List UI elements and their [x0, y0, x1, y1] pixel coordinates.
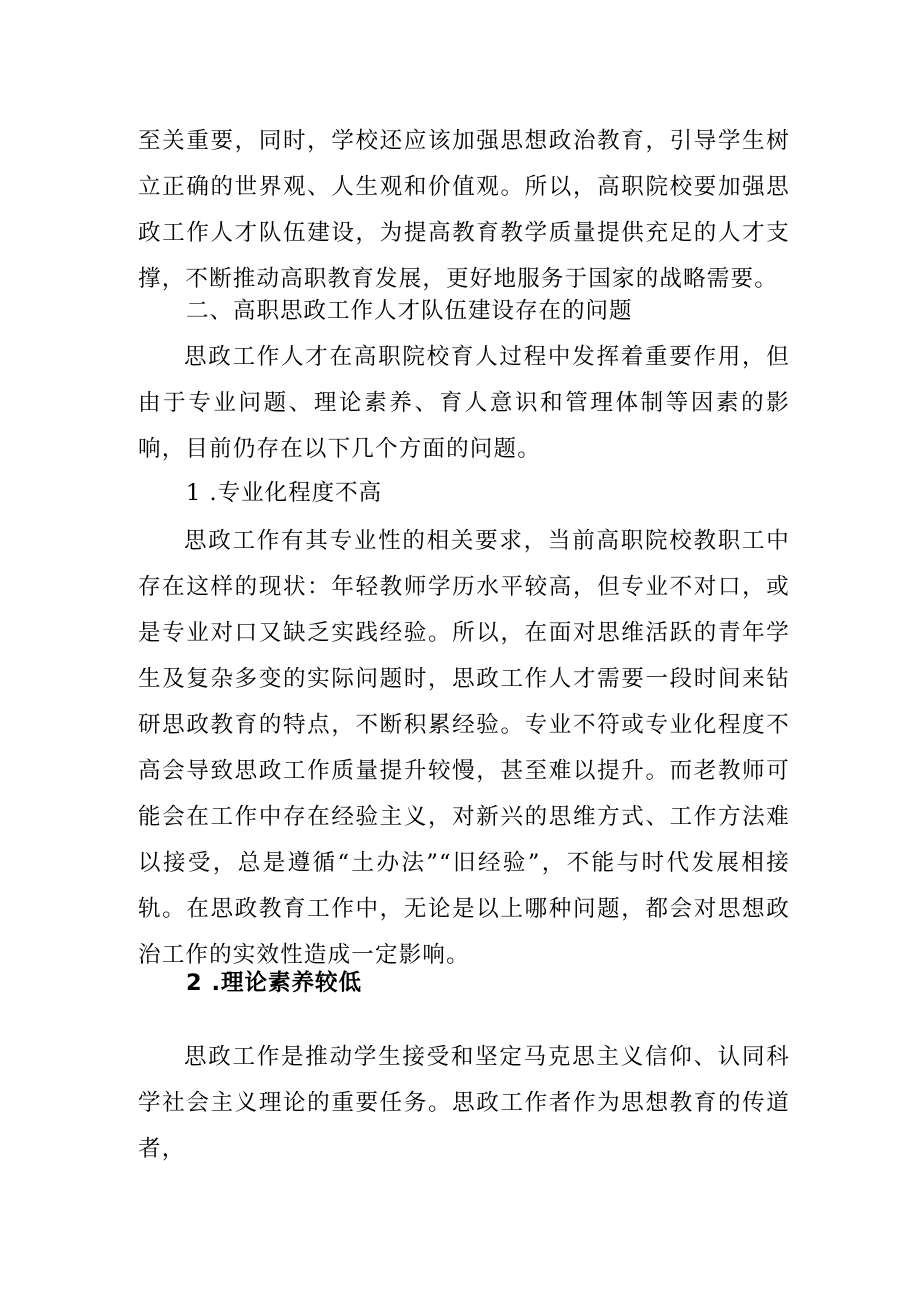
paragraph-section-intro: 思政工作人才在高职院校育人过程中发挥着重要作用，但由于专业问题、理论素养、育人意识和管理体制等因素的影响，目前仍存在以下几个方面的问题。: [138, 344, 790, 462]
section-heading: 二、高职思政工作人才队伍建设存在的问题: [186, 298, 633, 324]
paragraph-continuation: 至关重要，同时，学校还应该加强思想政治教育，引导学生树立正确的世界观、人生观和价值观。所以，高职院校要加强思政工作人才队伍建设，为提高教育教学质量提供充足的人才支撑，不断推动高职教育发展，更好地服务于国家的战略需要。: [138, 128, 790, 292]
paragraph-theory: 思政工作是推动学生接受和坚定马克思主义信仰、认同科学社会主义理论的重要任务。思政工作者作为思想教育的传道者，: [138, 1044, 790, 1162]
subheading-professionalization: 1 .专业化程度不高: [186, 480, 383, 506]
subheading-theory: 2 .理论素养较低: [186, 970, 363, 996]
paragraph-professionalization: 思政工作有其专业性的相关要求，当前高职院校教职工中存在这样的现状：年轻教师学历水平较高，但专业不对口，或是专业对口又缺乏实践经验。所以，在面对思维活跃的青年学生及复杂多变的实际问题时，思政工作人才需要一段时间来钻研思政教育的特点，不断积累经验。专业不符或专业化程度不高会导致思政工作质量提升较慢，甚至难以提升。而老教师可能会在工作中存在经验主义，对新兴的思维方式、工作方法难以接受，总是遵循“土办法”“旧经验”，不能与时代发展相接轨。在思政教育工作中，无论是以上哪种问题，都会对思想政治工作的实效性造成一定影响。: [138, 528, 790, 968]
